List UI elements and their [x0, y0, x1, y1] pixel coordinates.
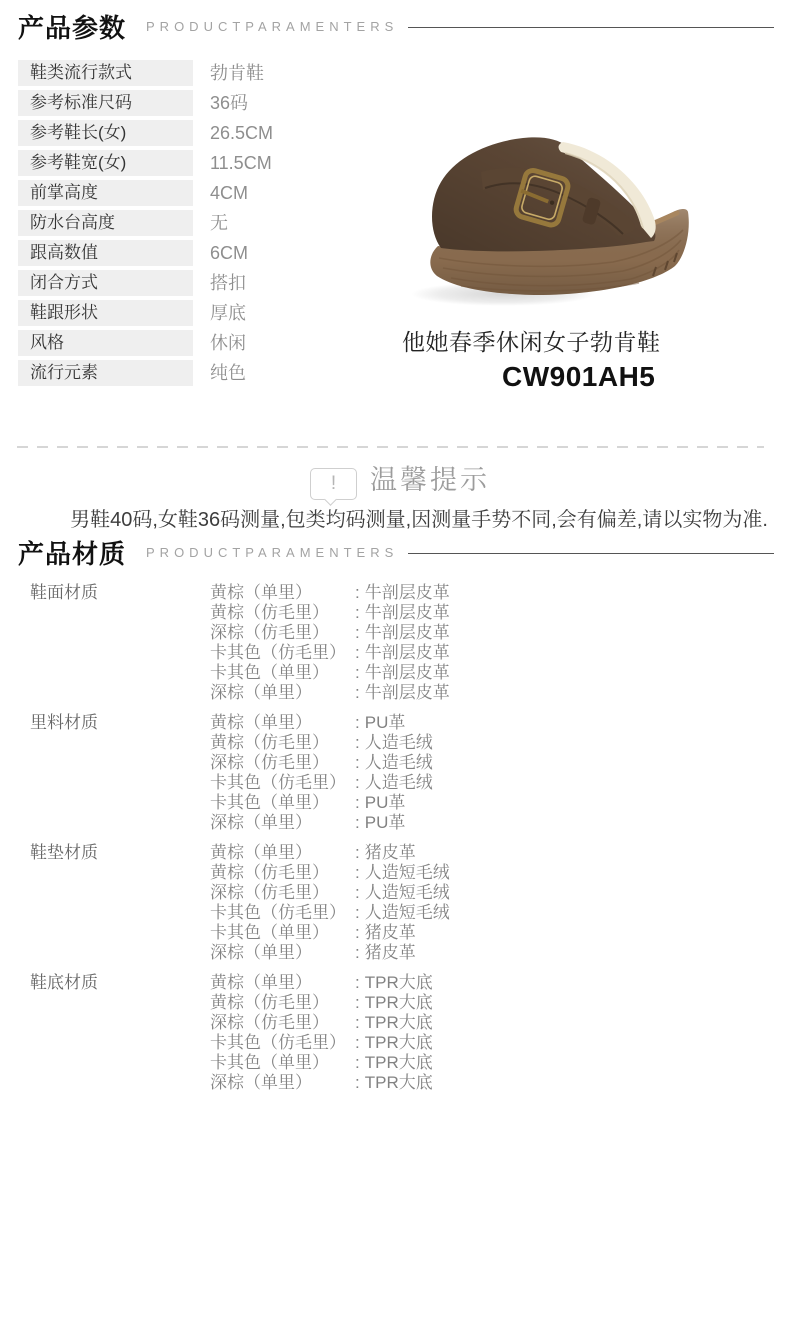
material-color-variant: 深棕（单里）: [210, 1073, 312, 1092]
material-value: TPR大底: [364, 993, 433, 1012]
material-value: 猪皮革: [364, 843, 416, 862]
material-color-variant: 卡其色（仿毛里）: [210, 643, 346, 662]
material-line: [210, 713, 790, 733]
materials-section-header: [18, 534, 774, 571]
material-value: TPR大底: [364, 1033, 433, 1052]
material-colon: :: [355, 773, 360, 792]
material-color-variant: 深棕（单里）: [210, 813, 312, 832]
material-group-label: 鞋垫材质: [30, 843, 98, 862]
param-row: [18, 240, 273, 266]
product-model-code: CW901AH5: [502, 361, 656, 392]
product-name: 他她春季休闲女子勃肯鞋: [402, 329, 661, 355]
material-colon: :: [355, 583, 360, 602]
materials-list: [0, 583, 790, 1103]
material-line: [210, 903, 790, 923]
params-section-subtitle: PRODUCTPARAMENTERS: [146, 19, 399, 34]
param-label: 参考鞋宽(女): [18, 150, 193, 176]
material-lines: [210, 843, 790, 963]
material-line: [210, 1013, 790, 1033]
material-lines: [210, 713, 790, 833]
materials-section-title: 产品材质: [18, 539, 127, 569]
material-colon: :: [355, 683, 360, 702]
material-colon: :: [355, 603, 360, 622]
material-group: [0, 843, 790, 963]
material-lines: [210, 973, 790, 1093]
material-value: 牛剖层皮革: [364, 683, 450, 702]
material-line: [210, 733, 790, 753]
material-group: [0, 973, 790, 1093]
param-label: 鞋类流行款式: [18, 60, 193, 86]
product-image: [403, 124, 703, 316]
material-color-variant: 黄棕（仿毛里）: [210, 993, 329, 1012]
material-colon: :: [355, 923, 360, 942]
param-row: [18, 90, 273, 116]
material-color-variant: 黄棕（仿毛里）: [210, 863, 329, 882]
material-value: PU革: [364, 793, 406, 812]
material-color-variant: 黄棕（单里）: [210, 583, 312, 602]
material-line: [210, 793, 790, 813]
param-label: 闭合方式: [18, 270, 193, 296]
param-label: 风格: [18, 330, 193, 356]
material-value: 人造毛绒: [364, 733, 433, 752]
material-colon: :: [355, 1053, 360, 1072]
material-lines: [210, 583, 790, 703]
material-value: 人造短毛绒: [364, 903, 450, 922]
material-colon: :: [355, 863, 360, 882]
shoe-image: [403, 124, 703, 316]
param-label: 防水台高度: [18, 210, 193, 236]
param-row: [18, 150, 273, 176]
material-line: [210, 923, 790, 943]
material-colon: :: [355, 753, 360, 772]
material-line: [210, 1053, 790, 1073]
param-label: 参考鞋长(女): [18, 120, 193, 146]
material-value: 人造短毛绒: [364, 883, 450, 902]
material-value: TPR大底: [364, 1073, 433, 1092]
param-label: 流行元素: [18, 360, 193, 386]
dashed-divider: [17, 446, 764, 448]
material-value: 牛剖层皮革: [364, 663, 450, 682]
material-value: PU革: [364, 813, 406, 832]
material-value: 牛剖层皮革: [364, 603, 450, 622]
param-label: 参考标准尺码: [18, 90, 193, 116]
material-value: 牛剖层皮革: [364, 643, 450, 662]
material-line: [210, 813, 790, 833]
material-line: [210, 603, 790, 623]
param-row: [18, 210, 273, 236]
material-colon: :: [355, 663, 360, 682]
material-value: 猪皮革: [364, 943, 416, 962]
param-label: 前掌高度: [18, 180, 193, 206]
param-value: 26.5CM: [210, 123, 274, 143]
params-table: [18, 60, 273, 390]
material-group: [0, 583, 790, 703]
material-colon: :: [355, 993, 360, 1012]
material-value: 人造短毛绒: [364, 863, 450, 882]
material-line: [210, 643, 790, 663]
param-value: 厚底: [210, 303, 246, 323]
material-color-variant: 深棕（仿毛里）: [210, 883, 329, 902]
material-color-variant: 深棕（仿毛里）: [210, 1013, 329, 1032]
param-value: 勃肯鞋: [210, 63, 264, 83]
materials-section-subtitle: PRODUCTPARAMENTERS: [146, 545, 399, 560]
material-line: [210, 943, 790, 963]
material-colon: :: [355, 733, 360, 752]
params-section-header: [18, 8, 774, 45]
material-line: [210, 863, 790, 883]
header-rule-line: [408, 27, 774, 28]
params-section-title: 产品参数: [18, 13, 127, 43]
material-group-label: 里料材质: [30, 713, 98, 732]
material-colon: :: [355, 813, 360, 832]
param-value: 36码: [210, 93, 249, 113]
param-value: 4CM: [210, 183, 249, 203]
material-color-variant: 黄棕（单里）: [210, 973, 312, 992]
material-color-variant: 卡其色（单里）: [210, 793, 329, 812]
material-color-variant: 卡其色（仿毛里）: [210, 903, 346, 922]
material-colon: :: [355, 1013, 360, 1032]
material-colon: :: [355, 1033, 360, 1052]
param-value: 搭扣: [210, 273, 246, 293]
param-row: [18, 300, 273, 326]
material-group-label: 鞋面材质: [30, 583, 98, 602]
material-group: [0, 713, 790, 833]
param-row: [18, 330, 273, 356]
param-row: [18, 180, 273, 206]
material-color-variant: 黄棕（仿毛里）: [210, 603, 329, 622]
material-line: [210, 843, 790, 863]
material-line: [210, 583, 790, 603]
material-line: [210, 993, 790, 1013]
material-colon: :: [355, 973, 360, 992]
param-row: [18, 270, 273, 296]
material-color-variant: 黄棕（仿毛里）: [210, 733, 329, 752]
material-color-variant: 卡其色（单里）: [210, 1053, 329, 1072]
material-colon: :: [355, 623, 360, 642]
tips-title: 温馨提示: [370, 465, 490, 495]
material-color-variant: 深棕（仿毛里）: [210, 623, 329, 642]
material-color-variant: 卡其色（单里）: [210, 923, 329, 942]
material-value: 牛剖层皮革: [364, 583, 450, 602]
material-value: 人造毛绒: [364, 773, 433, 792]
param-value: 11.5CM: [210, 153, 272, 173]
material-value: TPR大底: [364, 973, 433, 992]
material-colon: :: [355, 793, 360, 812]
material-line: [210, 883, 790, 903]
material-color-variant: 卡其色（仿毛里）: [210, 1033, 346, 1052]
material-line: [210, 623, 790, 643]
material-colon: :: [355, 713, 360, 732]
material-color-variant: 深棕（单里）: [210, 683, 312, 702]
material-line: [210, 683, 790, 703]
header-rule-line: [408, 553, 774, 554]
material-group-label: 鞋底材质: [30, 973, 98, 992]
material-color-variant: 卡其色（单里）: [210, 663, 329, 682]
param-row: [18, 120, 273, 146]
material-value: 猪皮革: [364, 923, 416, 942]
material-value: 人造毛绒: [364, 753, 433, 772]
material-value: TPR大底: [364, 1053, 433, 1072]
material-colon: :: [355, 883, 360, 902]
material-color-variant: 黄棕（单里）: [210, 843, 312, 862]
param-label: 跟高数值: [18, 240, 193, 266]
material-line: [210, 1033, 790, 1053]
material-colon: :: [355, 843, 360, 862]
param-value: 休闲: [210, 333, 246, 353]
tips-note: 男鞋40码,女鞋36码测量,包类均码测量,因测量手势不同,会有偏差,请以实物为准.: [70, 509, 768, 531]
material-colon: :: [355, 643, 360, 662]
param-value: 纯色: [210, 363, 246, 383]
material-line: [210, 1073, 790, 1093]
material-color-variant: 深棕（仿毛里）: [210, 753, 329, 772]
param-value: 无: [210, 213, 228, 233]
material-value: PU革: [364, 713, 406, 732]
param-label: 鞋跟形状: [18, 300, 193, 326]
material-line: [210, 663, 790, 683]
material-line: [210, 753, 790, 773]
exclamation-icon: !: [310, 468, 357, 500]
param-value: 6CM: [210, 243, 249, 263]
material-color-variant: 黄棕（单里）: [210, 713, 312, 732]
material-value: 牛剖层皮革: [364, 623, 450, 642]
material-color-variant: 深棕（单里）: [210, 943, 312, 962]
material-line: [210, 773, 790, 793]
material-colon: :: [355, 903, 360, 922]
material-line: [210, 973, 790, 993]
material-color-variant: 卡其色（仿毛里）: [210, 773, 346, 792]
material-colon: :: [355, 1073, 360, 1092]
param-row: [18, 360, 273, 386]
param-row: [18, 60, 273, 86]
material-value: TPR大底: [364, 1013, 433, 1032]
material-colon: :: [355, 943, 360, 962]
